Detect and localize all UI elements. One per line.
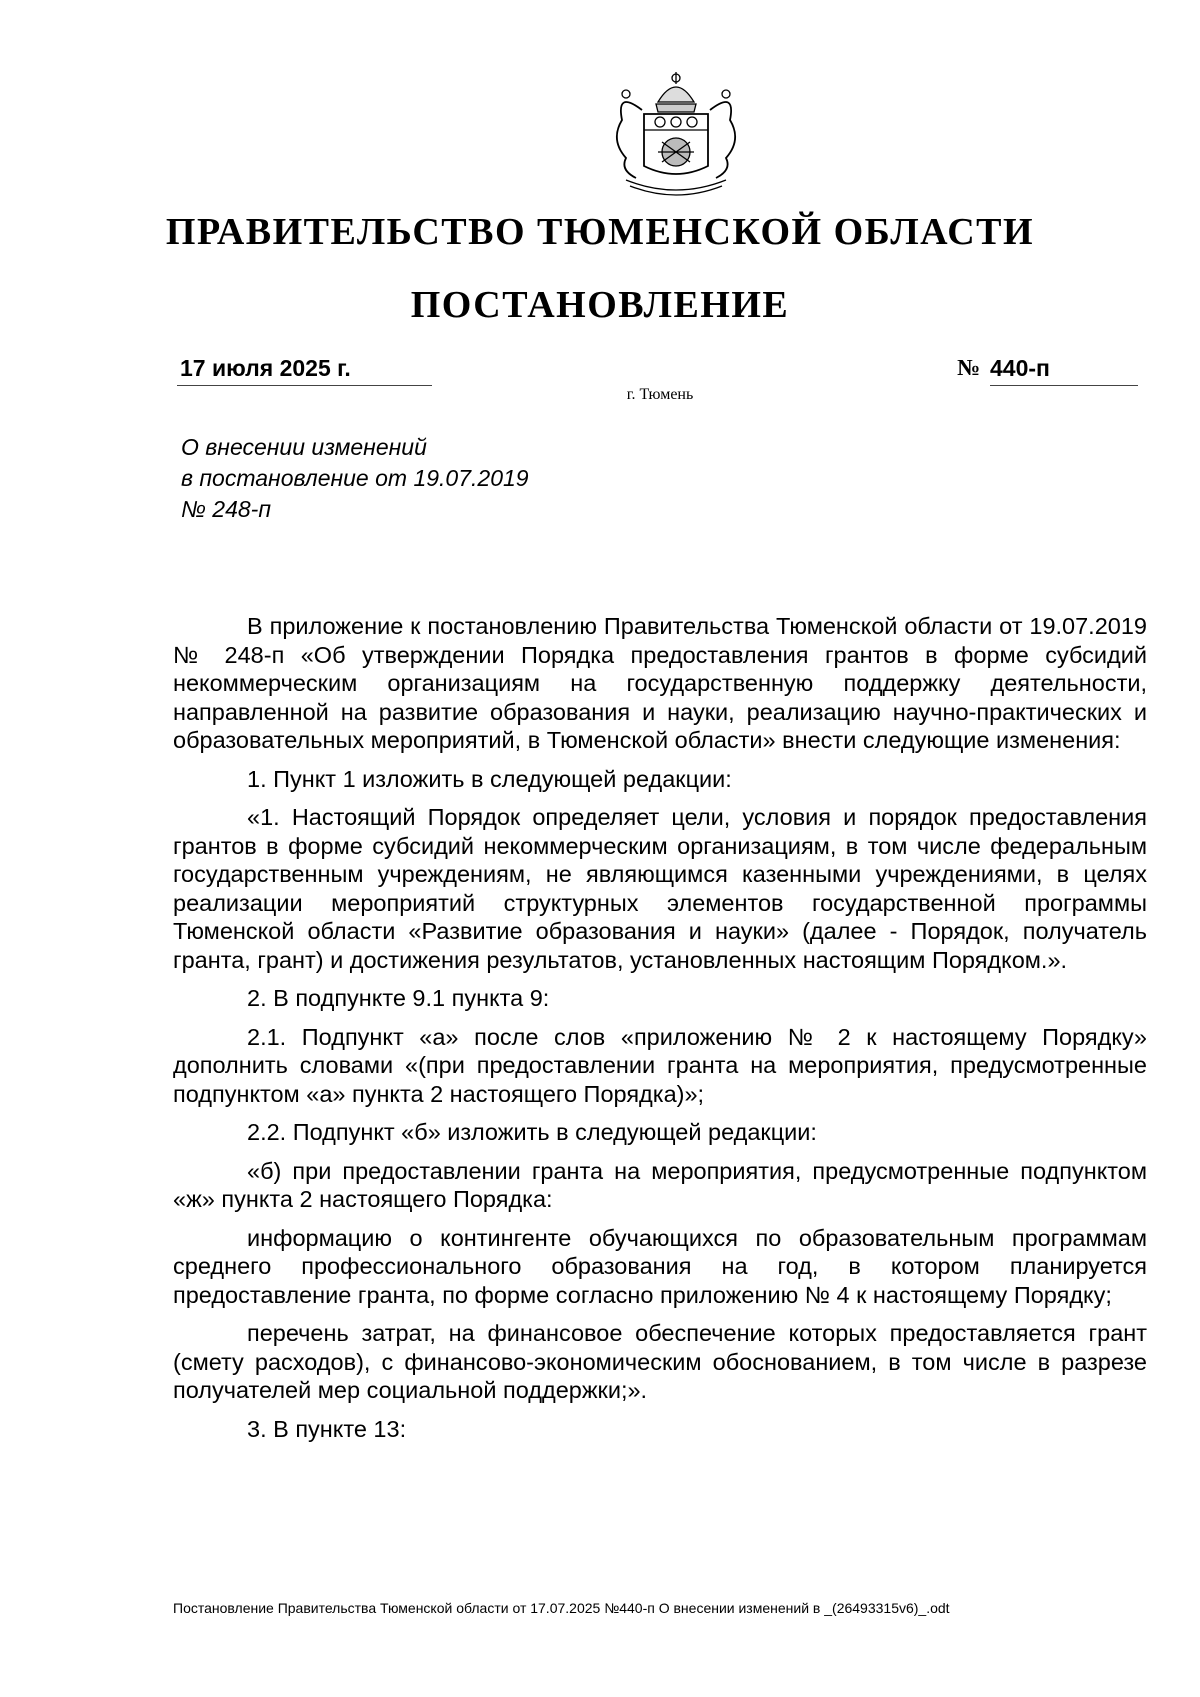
body-paragraph: 1. Пункт 1 изложить в следующей редакции: xyxy=(247,765,732,792)
body-paragraph: 3. В пункте 13: xyxy=(247,1415,407,1442)
body-paragraph: «1. Настоящий Порядок определяет цели, условия и порядок предоставления грантов в форме субсидий некоммерческим организациям, в том числе федеральным государственным учреждениям, не являющимся казенными учреждениями, в целях реализации мероприятий структурных элементов государственной программы Тюменской области «Развитие образования и науки» (далее - Порядок, получатель гранта, грант) и достижения результатов, установленных настоящим Порядком.». xyxy=(173,804,1147,973)
body-paragraph: 2.2. Подпункт «б» изложить в следующей редакции: xyxy=(247,1119,817,1145)
city-label: г. Тюмень xyxy=(626,386,694,403)
document-number: 440-п xyxy=(990,355,1050,381)
body-paragraph: «б) при предоставлении гранта на мероприятия, предусмотренные подпунктом «ж» пункта 2 настоящего Порядка: xyxy=(173,1157,1147,1212)
body-paragraph: 2.1. Подпункт «а» после слов «приложению № 2 к настоящему Порядку» дополнить словами «(при предоставлении гранта на мероприятия, предусмотренные подпунктом «а» пункта 2 настоящего Порядка)»; xyxy=(173,1023,1147,1107)
coat-of-arms-emblem xyxy=(596,70,756,200)
number-label: № xyxy=(957,355,981,380)
body-paragraph: информацию о контингенте обучающихся по образовательным программам среднего профессионального образования на год, в котором планируется предоставление гранта, по форме согласно приложению № 4 к настоящему Порядку; xyxy=(173,1224,1147,1308)
document-body xyxy=(173,612,1147,1453)
body-paragraph: 2. В подпункте 9.1 пункта 9: xyxy=(247,985,550,1011)
document-date-field xyxy=(177,352,432,386)
document-number-field xyxy=(990,352,1138,386)
government-name: ПРАВИТЕЛЬСТВО ТЮМЕНСКОЙ ОБЛАСТИ xyxy=(165,211,1035,253)
body-paragraph: В приложение к постановлению Правительства Тюменской области от 19.07.2019 № 248-п «Об утверждении Порядка предоставления грантов в форме субсидий некоммерческим организациям на государственную поддержку деятельности, направленной на развитие образования и науки, реализацию научно-практических и образовательных мероприятий, в Тюменской области» внести следующие изменения: xyxy=(173,613,1147,753)
body-paragraph: перечень затрат, на финансовое обеспечение которых предоставляется грант (смету расходов), с финансово-экономическим обоснованием, в том числе в разрезе получателей мер социальной поддержки;». xyxy=(173,1320,1147,1403)
document-type: ПОСТАНОВЛЕНИЕ xyxy=(410,284,790,326)
subject-line: в постановление от 19.07.2019 xyxy=(181,465,529,491)
document-date: 17 июля 2025 г. xyxy=(180,355,351,381)
document-subject xyxy=(181,432,529,525)
subject-line: № 248-п xyxy=(181,496,271,522)
document-footer: Постановление Правительства Тюменской области от 17.07.2025 №440-п О внесении изменений в _(26493315v6)_.odt xyxy=(173,1600,950,1616)
subject-line: О внесении изменений xyxy=(181,434,427,460)
